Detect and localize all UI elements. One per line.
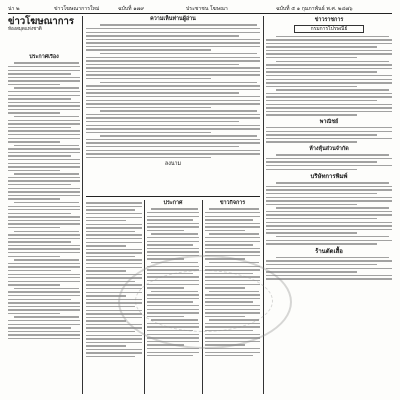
announcement-heading: ประกาศ (163, 200, 183, 206)
header-date: ฉบับที่ ๕ ๑ กุมภาพันธ์ พ.ศ. ๒๔๗๖ (276, 6, 353, 12)
section-rule (86, 196, 260, 197)
commerce-heading: พาณิชย์ (319, 118, 339, 125)
section-heading: ประกาศเรื่อง (29, 54, 59, 60)
tailor-heading: ร้านตัดเสื้อ (315, 247, 343, 255)
column-divider (263, 16, 264, 394)
notices-subheading: กรมการไปรษณีย์ (294, 25, 364, 33)
header-middle: ประชาชน โฆษณา (186, 6, 228, 12)
notices-heading: ข่าวราชการ (314, 17, 344, 23)
masthead (8, 16, 80, 52)
partnership-heading: ห้างหุ้นส่วนจำกัด (309, 145, 349, 152)
opinion-text (86, 24, 260, 158)
library-stamp-inner (135, 270, 273, 332)
printing-heading: บริษัทการพิมพ์ (310, 172, 348, 180)
left-column (8, 54, 80, 394)
activity-heading: ข่าวกิจการ (219, 200, 246, 206)
opinion-heading: ความเห็นท่านผู้อ่าน (150, 16, 196, 22)
page-number: น่า ๒ (8, 6, 20, 12)
masthead-title: ข่าวโฆษณาการ (8, 16, 74, 27)
right-column (266, 15, 392, 394)
paper-name: ข่าวโฆษณาการใหม่ (54, 6, 100, 12)
header-rule (8, 13, 392, 14)
issue-label: ฉบับที่ ๑๗๙ (118, 6, 145, 12)
column-divider (82, 16, 83, 394)
article-text (8, 62, 80, 339)
signature-caption: ลงนาม (164, 161, 182, 168)
masthead-intro: ห้องสมุดแห่งชาติ (8, 27, 42, 32)
page-header (6, 4, 394, 13)
